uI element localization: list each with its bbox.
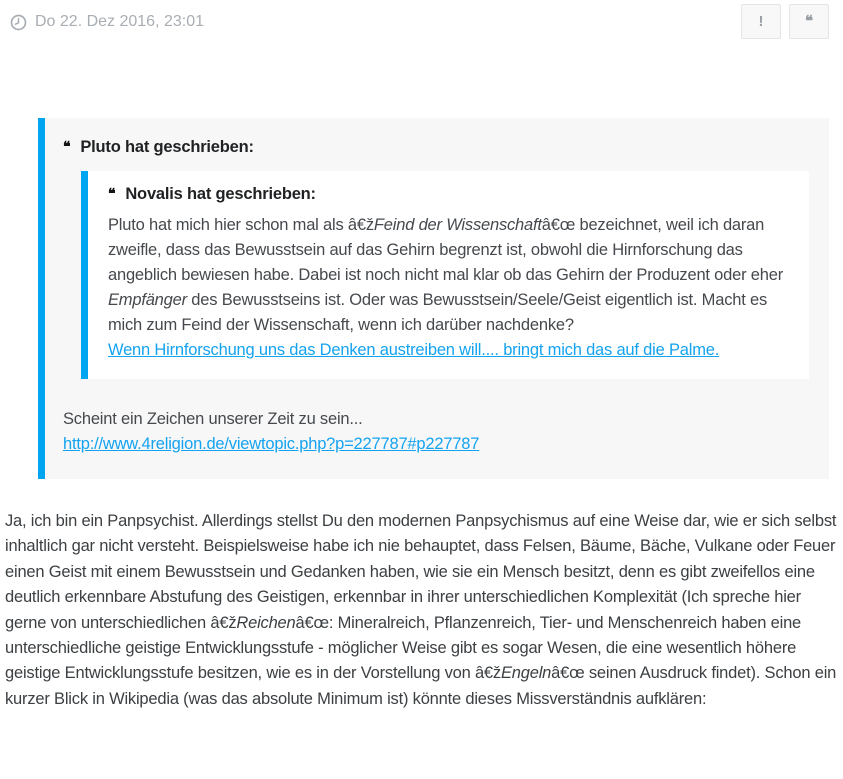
quote-text-segment: des Bewusstseins ist. Oder was Bewusstsein/Seele/Geist eigentlich ist. Macht es mich zum Feind der Wissenschaft, wenn ich darüber nachdenke?: [108, 291, 768, 334]
quote-icon: ❝: [804, 13, 814, 30]
report-post-button[interactable]: [741, 4, 781, 39]
outer-quote-url-link[interactable]: http://www.4religion.de/viewtopic.php?p=227787#p227787: [63, 435, 480, 453]
post-timestamp: [10, 4, 204, 31]
clock-icon: [10, 14, 27, 31]
quote-text-segment-italic: Empfänger: [108, 291, 187, 309]
body-text-segment: â€œ seinen Ausdruck findet). Schon ein kurzer Blick in Wikipedia (was das absolute Minimum ist) könnte dieses Missverständnis aufklären:: [5, 664, 837, 708]
post-action-buttons: [741, 4, 829, 39]
post-meta-bar: [0, 0, 843, 39]
quote-header-outer: [63, 138, 809, 157]
quote-tail-text: Scheint ein Zeichen unserer Zeit zu sein...: [63, 410, 363, 428]
post-body-text: [5, 509, 837, 712]
quote-icon: ❝: [108, 185, 116, 201]
body-text-segment: Ja, ich bin ein Panpsychist. Allerdings stellst Du den modernen Panpsychismus auf eine Weise dar, wie er sich selbst inhaltlich gar nicht versteht. Beispielsweise habe ich nie behauptet, dass Felsen, Bäume, Bäche, Vulkane oder Feuer einen Geist mit einem Bewusstsein und Gedanken haben, wie sie ein Mensch besitzt, denn es gibt zweifellos eine deutlich erkennbare Abstufung des Geistigen, erkennbar in ihrer unterschiedlichen Komplexität (Ich spreche hier gerne von unterschiedlichen â€ž: [5, 512, 837, 632]
quote-text-segment-italic: Feind der Wissenschaft: [373, 216, 542, 234]
quote-icon: ❝: [63, 138, 71, 154]
quote-cite-outer: Pluto hat geschrieben:: [80, 138, 254, 156]
post-timestamp-label: Do 22. Dez 2016, 23:01: [35, 13, 205, 30]
quote-header-inner: [108, 185, 789, 204]
quote-post-button[interactable]: [789, 4, 829, 39]
quote-block-outer: [38, 118, 829, 479]
quote-text-outer: [63, 407, 809, 457]
inner-quote-link[interactable]: Wenn Hirnforschung uns das Denken austreiben will.... bringt mich das auf die Palme.: [108, 341, 720, 359]
quote-text-segment: Pluto hat mich hier schon mal als â€ž: [108, 216, 374, 234]
body-text-segment: â€œ: Mineralreich, Pflanzenreich, Tier- und Menschenreich haben eine unterschiedliche geistige Entwicklungsstufe - möglicher Weise gibt es sogar Wesen, die eine wesentlich höhere geistige Entwicklungsstufe besitzen, wie es in der Vorstellung von â€ž: [5, 613, 802, 683]
quote-cite-inner: Novalis hat geschrieben:: [125, 185, 316, 203]
body-text-segment-italic: Reichen: [236, 613, 296, 632]
body-text-segment-italic: Engeln: [500, 664, 552, 683]
quote-text-segment: â€œ bezeichnet, weil ich daran zweifle, dass das Bewusstsein auf das Gehirn begrenzt ist, obwohl die Hirnforschung das angeblich bewiesen habe. Dabei ist noch nicht mal klar ob das Gehirn der Produzent oder eher: [108, 216, 784, 284]
quote-block-inner: [81, 171, 809, 379]
exclamation-icon: !: [758, 13, 764, 30]
quote-text-inner: [108, 213, 789, 363]
